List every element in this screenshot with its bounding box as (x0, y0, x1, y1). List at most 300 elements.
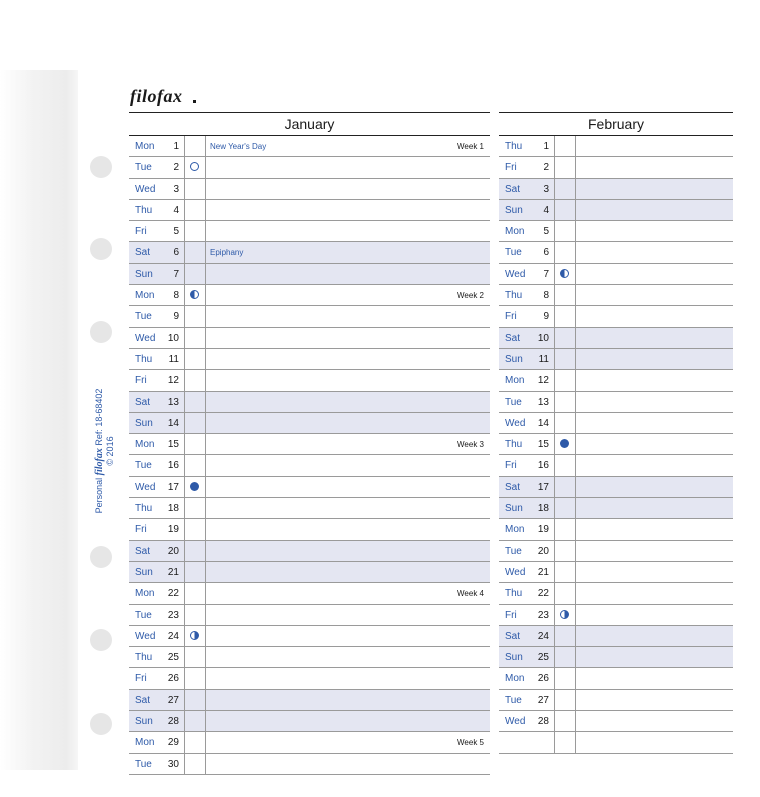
column-divider (184, 498, 185, 519)
day-row[interactable] (499, 647, 733, 668)
weekday-label: Sun (505, 204, 523, 216)
column-divider (554, 136, 555, 157)
day-number: 16 (537, 460, 549, 472)
day-number: 15 (167, 439, 179, 451)
column-divider (575, 498, 576, 519)
column-divider (205, 370, 206, 391)
day-number: 1 (543, 141, 549, 152)
day-row[interactable] (499, 285, 733, 306)
day-row[interactable] (499, 200, 733, 221)
column-divider (205, 477, 206, 498)
full-moon-icon (190, 482, 199, 491)
day-number: 8 (543, 290, 549, 302)
day-row[interactable] (129, 519, 490, 540)
weekday-label: Mon (135, 439, 155, 451)
weekday-label: Sat (505, 183, 521, 195)
punch-hole (90, 713, 112, 735)
day-row[interactable] (129, 349, 490, 370)
column-divider (554, 626, 555, 647)
column-divider (554, 647, 555, 668)
day-number: 20 (537, 545, 549, 557)
weekday-label: Sat (135, 545, 151, 557)
month-january (129, 112, 490, 775)
column-divider (184, 477, 185, 498)
column-divider (184, 328, 185, 349)
day-number: 24 (167, 630, 179, 642)
day-row[interactable] (499, 519, 733, 540)
day-number: 23 (167, 609, 179, 621)
column-divider (205, 498, 206, 519)
day-number: 22 (537, 588, 549, 600)
column-divider (575, 605, 576, 626)
column-divider (575, 392, 576, 413)
column-divider (184, 157, 185, 178)
weekday-label: Mon (505, 673, 525, 685)
column-divider (575, 306, 576, 327)
column-divider (184, 455, 185, 476)
column-divider (554, 711, 555, 732)
day-row[interactable] (129, 306, 490, 327)
day-row[interactable] (499, 562, 733, 583)
column-divider (205, 541, 206, 562)
column-divider (554, 434, 555, 455)
column-divider (184, 583, 185, 604)
day-row[interactable] (129, 200, 490, 221)
day-number: 28 (537, 716, 549, 728)
day-number: 21 (167, 566, 179, 578)
column-divider (184, 605, 185, 626)
column-divider (184, 349, 185, 370)
column-divider (205, 455, 206, 476)
column-divider (184, 541, 185, 562)
weekday-label: Mon (135, 141, 155, 152)
day-row[interactable] (129, 754, 490, 775)
column-divider (575, 711, 576, 732)
day-number: 24 (537, 630, 549, 642)
day-number: 10 (537, 332, 549, 344)
weekday-label: Tue (135, 460, 152, 472)
weekday-label: Sat (505, 332, 521, 344)
day-row[interactable] (499, 392, 733, 413)
column-divider (554, 392, 555, 413)
day-row[interactable] (499, 179, 733, 200)
day-number: 14 (167, 417, 179, 429)
day-row[interactable] (499, 690, 733, 711)
column-divider (205, 328, 206, 349)
month-february (499, 112, 733, 754)
column-divider (575, 647, 576, 668)
day-number: 11 (538, 353, 549, 365)
day-row[interactable] (499, 498, 733, 519)
column-divider (205, 136, 206, 157)
day-row[interactable] (499, 541, 733, 562)
column-divider (184, 562, 185, 583)
weekday-label: Thu (505, 588, 523, 600)
column-divider (184, 413, 185, 434)
day-number: 13 (537, 396, 549, 408)
column-divider (184, 690, 185, 711)
column-divider (205, 754, 206, 775)
day-row[interactable] (129, 328, 490, 349)
day-number: 4 (543, 204, 549, 216)
column-divider (184, 136, 185, 157)
column-divider (205, 349, 206, 370)
weekday-label: Tue (505, 396, 522, 408)
punch-hole (90, 546, 112, 568)
day-row[interactable] (129, 221, 490, 242)
day-row[interactable] (129, 626, 490, 647)
day-number: 9 (543, 311, 549, 323)
day-number: 13 (167, 396, 179, 408)
week-number: Week 5 (457, 738, 484, 748)
day-number: 6 (173, 247, 179, 259)
column-divider (575, 136, 576, 157)
day-row[interactable] (129, 455, 490, 476)
column-divider (575, 455, 576, 476)
weekday-label: Mon (505, 524, 525, 536)
weekday-label: Fri (505, 311, 517, 323)
weekday-label: Thu (505, 141, 523, 152)
weekday-label: Sun (135, 716, 153, 728)
column-divider (184, 285, 185, 306)
last-quarter-moon-icon (190, 290, 199, 299)
day-row[interactable] (499, 583, 733, 604)
column-divider (554, 370, 555, 391)
weekday-label: Fri (135, 375, 147, 387)
punch-hole (90, 321, 112, 343)
day-number: 8 (173, 290, 179, 302)
day-row[interactable] (129, 477, 490, 498)
day-row[interactable] (129, 370, 490, 391)
weekday-label: Sat (135, 396, 151, 408)
column-divider (554, 179, 555, 200)
column-divider (554, 690, 555, 711)
column-divider (205, 434, 206, 455)
column-divider (205, 711, 206, 732)
column-divider (205, 605, 206, 626)
column-divider (554, 562, 555, 583)
weekday-label: Fri (505, 460, 517, 472)
weekday-label: Sun (135, 417, 153, 429)
day-row[interactable] (499, 668, 733, 689)
column-divider (554, 477, 555, 498)
day-row[interactable] (129, 605, 490, 626)
week-number: Week 2 (457, 291, 484, 301)
weekday-label: Thu (135, 652, 153, 664)
column-divider (575, 434, 576, 455)
new-moon-icon (190, 162, 199, 171)
logo-dot (193, 100, 196, 103)
day-number: 23 (537, 609, 549, 621)
day-row[interactable] (129, 136, 490, 157)
day-number: 20 (167, 545, 179, 557)
column-divider (575, 519, 576, 540)
last-quarter-moon-icon (560, 269, 569, 278)
column-divider (205, 157, 206, 178)
weekday-label: Wed (135, 332, 156, 344)
day-number: 11 (168, 353, 179, 365)
week-number: Week 4 (457, 589, 484, 599)
day-row[interactable] (499, 711, 733, 732)
column-divider (205, 583, 206, 604)
day-row[interactable] (129, 157, 490, 178)
day-number: 14 (537, 417, 549, 429)
punch-hole (90, 238, 112, 260)
column-divider (575, 179, 576, 200)
day-row[interactable] (499, 455, 733, 476)
day-number: 6 (543, 247, 549, 259)
weekday-label: Fri (135, 673, 147, 685)
day-rows (499, 136, 733, 754)
day-row[interactable] (499, 626, 733, 647)
weekday-label: Wed (505, 268, 526, 280)
weekday-label: Tue (505, 694, 522, 706)
day-row[interactable] (129, 668, 490, 689)
weekday-label: Mon (505, 375, 525, 387)
reference-note (94, 376, 116, 526)
month-title: February (499, 112, 733, 136)
day-row[interactable] (499, 477, 733, 498)
format-label: Personal (94, 477, 104, 514)
day-row[interactable] (499, 370, 733, 391)
event-label: Epiphany (210, 248, 244, 258)
day-number: 2 (173, 162, 179, 174)
column-divider (184, 519, 185, 540)
column-divider (184, 647, 185, 668)
column-divider (554, 242, 555, 263)
column-divider (575, 626, 576, 647)
column-divider (205, 264, 206, 285)
weekday-label: Tue (135, 758, 152, 770)
column-divider (554, 455, 555, 476)
day-number: 29 (167, 737, 179, 749)
weekday-label: Wed (505, 566, 526, 578)
weekday-label: Sun (135, 268, 153, 280)
day-number: 18 (167, 503, 179, 515)
column-divider (575, 541, 576, 562)
day-number: 12 (167, 375, 179, 387)
day-number: 5 (173, 226, 179, 238)
column-divider (554, 306, 555, 327)
column-divider (205, 562, 206, 583)
day-row[interactable] (129, 413, 490, 434)
column-divider (184, 221, 185, 242)
weekday-label: Sat (505, 630, 521, 642)
day-number: 3 (173, 183, 179, 195)
day-number: 27 (167, 694, 179, 706)
day-row[interactable] (129, 179, 490, 200)
column-divider (575, 370, 576, 391)
weekday-label: Sat (135, 247, 151, 259)
column-divider (184, 264, 185, 285)
day-number: 16 (167, 460, 179, 472)
column-divider (184, 434, 185, 455)
column-divider (205, 200, 206, 221)
weekday-label: Tue (505, 545, 522, 557)
day-row[interactable] (499, 605, 733, 626)
weekday-label: Mon (505, 226, 525, 238)
day-row[interactable] (499, 328, 733, 349)
punch-hole (90, 156, 112, 178)
first-quarter-moon-icon (190, 631, 199, 640)
day-number: 18 (537, 503, 549, 515)
column-divider (184, 392, 185, 413)
day-number: 7 (173, 268, 179, 280)
column-divider (554, 328, 555, 349)
day-number: 17 (537, 481, 549, 493)
binder-strip (0, 70, 78, 770)
column-divider (205, 179, 206, 200)
weekday-label: Sat (135, 694, 151, 706)
brand-logo: filofax (130, 86, 183, 106)
day-number: 27 (537, 694, 549, 706)
day-row[interactable] (499, 242, 733, 263)
column-divider (205, 242, 206, 263)
column-divider (575, 242, 576, 263)
day-number: 9 (173, 311, 179, 323)
weekday-label: Sun (505, 353, 523, 365)
column-divider (575, 328, 576, 349)
day-row[interactable] (129, 264, 490, 285)
day-number: 28 (167, 716, 179, 728)
column-divider (575, 668, 576, 689)
column-divider (184, 242, 185, 263)
column-divider (575, 690, 576, 711)
column-divider (554, 285, 555, 306)
day-number: 4 (173, 204, 179, 216)
column-divider (575, 221, 576, 242)
day-row[interactable] (499, 434, 733, 455)
day-number: 10 (167, 332, 179, 344)
weekday-label: Wed (505, 417, 526, 429)
weekday-label: Fri (505, 609, 517, 621)
column-divider (184, 754, 185, 775)
column-divider (554, 541, 555, 562)
day-number: 15 (537, 439, 549, 451)
weekday-label: Sun (505, 503, 523, 515)
column-divider (554, 157, 555, 178)
column-divider (205, 668, 206, 689)
column-divider (205, 626, 206, 647)
weekday-label: Mon (135, 737, 155, 749)
day-row[interactable] (129, 732, 490, 753)
day-row[interactable] (499, 221, 733, 242)
column-divider (205, 221, 206, 242)
column-divider (205, 285, 206, 306)
month-title: January (129, 112, 490, 136)
reference-brand: filofax (94, 448, 105, 476)
column-divider (184, 200, 185, 221)
day-number: 19 (167, 524, 179, 536)
column-divider (205, 413, 206, 434)
day-row[interactable] (499, 264, 733, 285)
column-divider (575, 732, 576, 753)
weekday-label: Thu (135, 353, 153, 365)
day-row[interactable] (129, 242, 490, 263)
column-divider (554, 583, 555, 604)
punch-hole (90, 629, 112, 651)
week-number: Week 3 (457, 440, 484, 450)
column-divider (554, 264, 555, 285)
day-row[interactable] (129, 541, 490, 562)
day-row[interactable] (499, 349, 733, 370)
day-row[interactable] (499, 136, 733, 157)
day-row[interactable] (129, 434, 490, 455)
weekday-label: Fri (505, 162, 517, 174)
column-divider (575, 413, 576, 434)
weekday-label: Tue (135, 609, 152, 621)
day-row[interactable] (129, 647, 490, 668)
column-divider (184, 668, 185, 689)
column-divider (205, 732, 206, 753)
weekday-label: Sat (505, 481, 521, 493)
weekday-label: Thu (135, 204, 153, 216)
day-number: 30 (167, 758, 179, 770)
column-divider (184, 370, 185, 391)
weekday-label: Thu (505, 290, 523, 302)
column-divider (205, 306, 206, 327)
day-row[interactable] (129, 690, 490, 711)
day-row[interactable] (129, 392, 490, 413)
column-divider (554, 732, 555, 753)
column-divider (205, 647, 206, 668)
day-row[interactable] (129, 562, 490, 583)
column-divider (554, 413, 555, 434)
column-divider (575, 157, 576, 178)
day-row[interactable] (499, 413, 733, 434)
weekday-label: Sun (505, 652, 523, 664)
weekday-label: Wed (505, 716, 526, 728)
copyright: © 2016 (105, 436, 115, 466)
day-row[interactable] (499, 306, 733, 327)
weekday-label: Thu (505, 439, 523, 451)
column-divider (575, 200, 576, 221)
weekday-label: Wed (135, 630, 156, 642)
day-number: 1 (173, 141, 179, 152)
full-moon-icon (560, 439, 569, 448)
weekday-label: Tue (135, 162, 152, 174)
day-row[interactable] (129, 583, 490, 604)
column-divider (575, 562, 576, 583)
day-number: 12 (537, 375, 549, 387)
day-number: 17 (167, 481, 179, 493)
day-row[interactable] (129, 711, 490, 732)
day-number: 19 (537, 524, 549, 536)
column-divider (554, 668, 555, 689)
column-divider (184, 711, 185, 732)
weekday-label: Wed (135, 183, 156, 195)
column-divider (205, 519, 206, 540)
first-quarter-moon-icon (560, 610, 569, 619)
day-row[interactable] (129, 498, 490, 519)
day-row[interactable] (499, 732, 733, 753)
column-divider (184, 179, 185, 200)
day-number: 25 (537, 652, 549, 664)
column-divider (184, 732, 185, 753)
column-divider (554, 605, 555, 626)
weekday-label: Thu (135, 503, 153, 515)
week-number: Week 1 (457, 142, 484, 151)
column-divider (184, 626, 185, 647)
day-row[interactable] (129, 285, 490, 306)
weekday-label: Fri (135, 524, 147, 536)
day-number: 5 (543, 226, 549, 238)
column-divider (575, 264, 576, 285)
day-row[interactable] (499, 157, 733, 178)
day-number: 25 (167, 652, 179, 664)
day-number: 3 (543, 183, 549, 195)
column-divider (575, 583, 576, 604)
